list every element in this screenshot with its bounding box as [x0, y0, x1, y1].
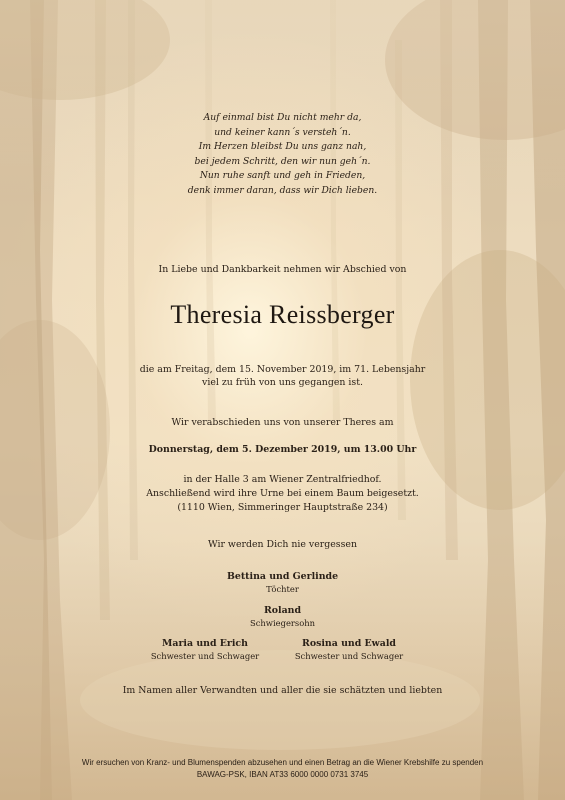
ceremony-intro-text: Wir verabschieden uns von unserer Theres am	[171, 417, 394, 428]
location-line: in der Halle 3 am Wiener Zentralfriedhof.	[183, 474, 382, 485]
poem-line: und keiner kann´s versteh´n.	[214, 126, 351, 138]
mourner-names-son-in-law: Roland	[263, 605, 302, 616]
poem-line: Nun ruhe sanft und geh in Frieden,	[199, 170, 366, 181]
never-forget-text: Wir werden Dich nie vergessen	[208, 539, 357, 550]
mourner-names: Rosina und Ewald	[302, 638, 396, 649]
mourner-relation: Schwester und Schwager	[150, 651, 260, 661]
mourner-names-daughters: Bettina und Gerlinde	[226, 571, 339, 582]
poem-line: Auf einmal bist Du nicht mehr da,	[203, 112, 362, 123]
ceremony-date: Donnerstag, dem 5. Dezember 2019, um 13.00 Uhr	[148, 444, 417, 455]
mourner-pair-right	[259, 638, 439, 661]
poem-line: bei jedem Schritt, den wir nun geh´n.	[194, 155, 371, 167]
location-address: (1110 Wien, Simmeringer Hauptstraße 234)	[177, 502, 388, 513]
poem-line: Im Herzen bleibst Du uns ganz nah,	[198, 141, 367, 152]
death-info-line: viel zu früh von uns gegangen ist.	[202, 377, 363, 388]
mourner-names: Maria und Erich	[162, 638, 248, 649]
poem-line: denk immer daran, dass wir Dich lieben.	[187, 184, 378, 196]
relatives-line: Im Namen aller Verwandten und aller die sie schätzten und liebten	[122, 685, 443, 696]
mourner-relation-daughters: Töchter	[266, 584, 299, 594]
bank-details: BAWAG-PSK, IBAN AT33 6000 0000 0731 3745	[196, 770, 369, 779]
location-line: Anschließend wird ihre Urne bei einem Baum beigesetzt.	[146, 488, 419, 499]
donation-request: Wir ersuchen von Kranz- und Blumenspenden abzusehen und einen Betrag an die Wiener Krebshilfe zu spenden	[81, 758, 484, 767]
farewell-intro-text: In Liebe und Dankbarkeit nehmen wir Abschied von	[158, 264, 407, 275]
mourner-relation-son-in-law: Schwiegersohn	[249, 618, 316, 628]
mourner-relation: Schwester und Schwager	[294, 651, 404, 661]
death-info-line: die am Freitag, dem 15. November 2019, im 71. Lebensjahr	[139, 364, 426, 375]
deceased-name: Theresia Reissberger	[170, 300, 395, 329]
